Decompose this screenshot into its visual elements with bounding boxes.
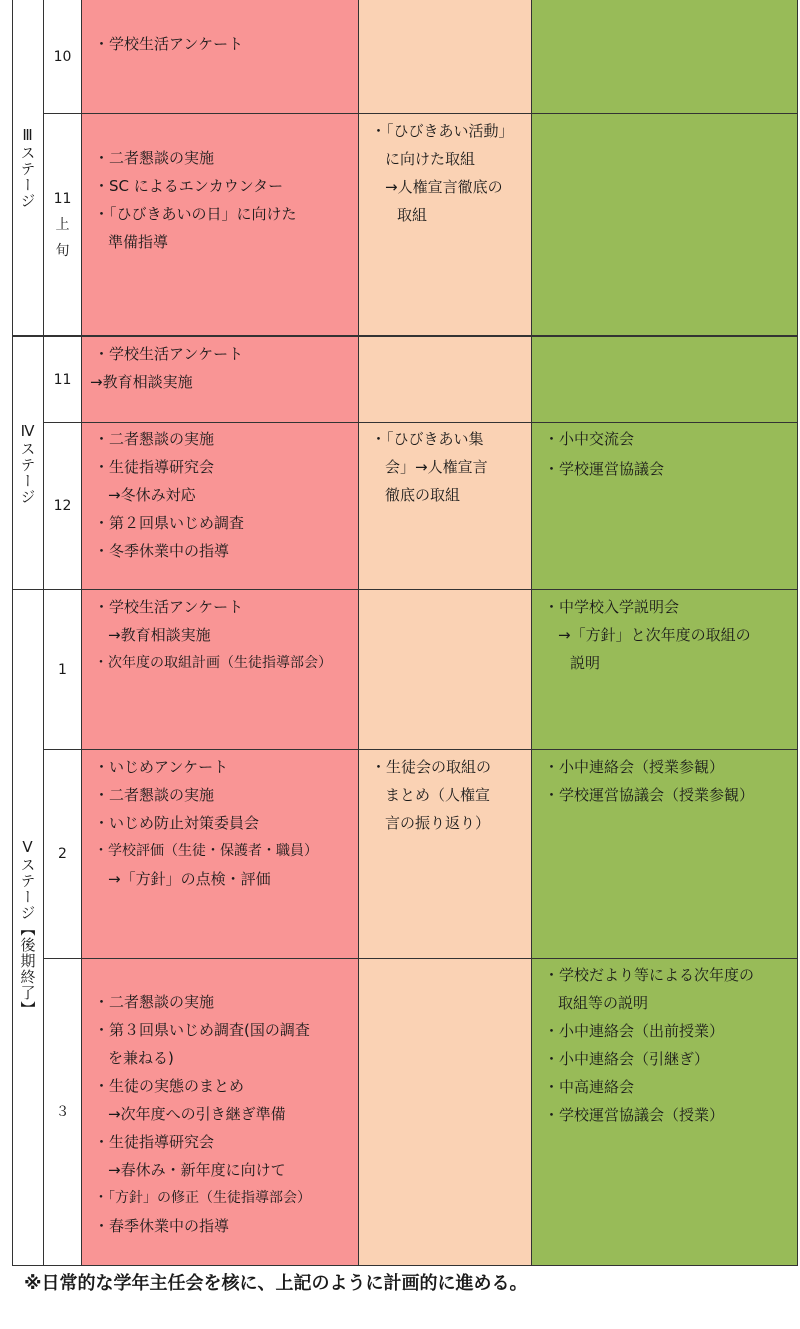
plan-table (12, 0, 798, 1266)
guidance-cell (82, 0, 359, 113)
list-item: ・中学校入学説明会 (544, 598, 680, 616)
stage-5 (13, 589, 797, 1266)
month-part: 旬 (55, 242, 70, 259)
human-rights-cell (359, 337, 532, 422)
list-item: まとめ（人権宣 (385, 786, 491, 804)
liaison-cell (532, 423, 797, 589)
list-item: ・二者懇談の実施 (94, 993, 215, 1011)
stage-label-text: Ⅳステージ (18, 421, 37, 505)
month-cell: 10 (44, 0, 82, 113)
list-item: →春休み・新年度に向けて (108, 1161, 286, 1179)
list-item: 会」→人権宣言 (385, 458, 488, 476)
list-item: ・生徒の実態のまとめ (94, 1077, 245, 1095)
guidance-cell (82, 337, 359, 422)
list-item: ・小中交流会 (544, 430, 635, 448)
list-item: →「方針」と次年度の取組の (558, 626, 751, 644)
list-item: ・次年度の取組計画（生徒指導部会） (94, 655, 332, 671)
list-item: ・学校運営協議会（授業参観） (544, 786, 755, 804)
list-item: 準備指導 (108, 233, 169, 251)
list-item: ・「ひびきあい活動」 (371, 122, 514, 140)
list-item: →教育相談実施 (90, 373, 193, 391)
list-item: →次年度への引き継ぎ準備 (108, 1105, 286, 1123)
liaison-cell (532, 0, 797, 113)
table-row (44, 750, 797, 959)
stage-label-text: Ⅲステージ (18, 126, 37, 209)
list-item: ・第２回県いじめ調査 (94, 514, 245, 532)
human-rights-cell (359, 0, 532, 113)
list-item: 取組 (397, 206, 428, 224)
stage-4 (13, 336, 797, 590)
list-item: ・二者懇談の実施 (94, 430, 215, 448)
liaison-cell (532, 750, 797, 958)
list-item: ・学校生活アンケート (94, 35, 244, 53)
liaison-cell (532, 114, 797, 335)
list-item: →教育相談実施 (108, 626, 211, 644)
list-item: ・中高連絡会 (544, 1078, 635, 1096)
guidance-cell (82, 423, 359, 589)
liaison-cell (532, 337, 797, 422)
list-item: に向けた取組 (385, 150, 476, 168)
list-item: ・学校生活アンケート (94, 345, 244, 363)
list-item: ・SC によるエンカウンター (94, 177, 284, 195)
table-row (44, 114, 797, 335)
human-rights-cell (359, 959, 532, 1265)
month-cell: 11 (44, 337, 82, 422)
list-item: ・いじめ防止対策委員会 (94, 814, 260, 832)
human-rights-cell (359, 590, 532, 749)
table-row (44, 423, 797, 589)
list-item: を兼ねる) (108, 1049, 174, 1067)
stage-3 (13, 0, 797, 336)
list-item: 徹底の取組 (385, 486, 461, 504)
list-item: ・冬季休業中の指導 (94, 542, 230, 560)
stage-label-text: Ⅴステージ【後期終了】 (18, 838, 37, 1017)
list-item: 説明 (570, 654, 601, 672)
list-item: ・学校運営協議会 (544, 460, 665, 478)
list-item: ・学校生活アンケート (94, 598, 244, 616)
list-item: ・春季休業中の指導 (94, 1217, 230, 1235)
human-rights-cell (359, 114, 532, 335)
month-cell (44, 114, 82, 335)
stage-label (13, 0, 44, 335)
table-row (44, 337, 797, 423)
list-item: ・学校運営協議会（授業） (544, 1106, 725, 1124)
table-row (44, 0, 797, 114)
human-rights-cell (359, 423, 532, 589)
month-part: 上 (55, 216, 70, 233)
list-item: ・生徒会の取組の (371, 758, 492, 776)
human-rights-cell (359, 750, 532, 958)
list-item: ・生徒指導研究会 (94, 1133, 215, 1151)
footnote: ※日常的な学年主任会を核に、上記のように計画的に進める。 (24, 1273, 528, 1294)
list-item: ・「ひびきあい集 (371, 430, 484, 448)
list-item: 取組等の説明 (558, 994, 649, 1012)
list-item: ・小中連絡会（引継ぎ） (544, 1050, 710, 1068)
month-number: 11 (53, 190, 72, 207)
month-cell: 1 (44, 590, 82, 749)
list-item: ・学校評価（生徒・保護者・職員） (94, 843, 318, 859)
month-cell: ３ (44, 959, 82, 1265)
guidance-cell (82, 590, 359, 749)
table-row (44, 959, 797, 1265)
guidance-cell (82, 750, 359, 958)
liaison-cell (532, 590, 797, 749)
list-item: ・「方針」の修正（生徒指導部会） (94, 1190, 311, 1206)
list-item: ・二者懇談の実施 (94, 786, 215, 804)
list-item: ・小中連絡会（出前授業） (544, 1022, 725, 1040)
list-item: ・「ひびきあいの日」に向けた (94, 205, 297, 223)
guidance-cell (82, 114, 359, 335)
list-item: ・学校だより等による次年度の (544, 966, 755, 984)
list-item: →人権宣言徹底の (385, 178, 503, 196)
list-item: →冬休み対応 (108, 486, 196, 504)
list-item: ・第３回県いじめ調査(国の調査 (94, 1021, 310, 1039)
list-item: ・生徒指導研究会 (94, 458, 215, 476)
list-item: ・小中連絡会（授業参観） (544, 758, 725, 776)
month-cell: 12 (44, 423, 82, 589)
list-item: ・二者懇談の実施 (94, 149, 215, 167)
stage-label (13, 337, 44, 589)
list-item: 言の振り返り） (385, 814, 491, 832)
month-cell: 2 (44, 750, 82, 958)
table-row (44, 590, 797, 750)
list-item: ・いじめアンケート (94, 758, 229, 776)
liaison-cell (532, 959, 797, 1265)
guidance-cell (82, 959, 359, 1265)
list-item: →「方針」の点検・評価 (108, 870, 271, 888)
stage-label (13, 590, 44, 1265)
